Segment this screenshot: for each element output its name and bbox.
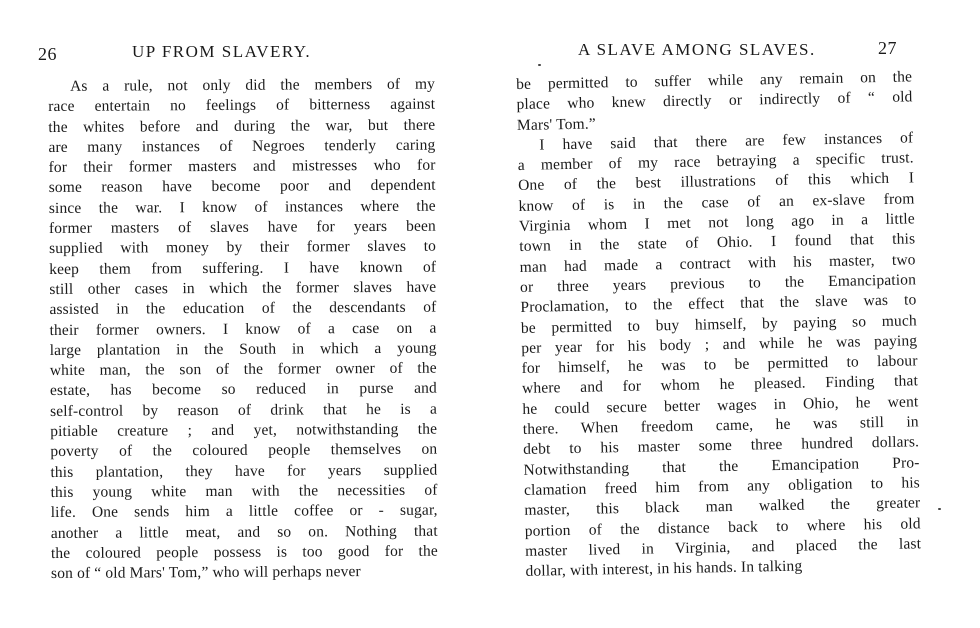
text-line: large plantation in the South in which a young [49,339,437,359]
right-page [490,0,980,628]
text-line: Mars' Tom.” [516,115,596,134]
text-line: some reason have become poor and dependent [48,177,436,197]
text-line: this plantation, they have for years supplied [50,461,438,481]
text-line: supplied with money by their former slaves to [48,238,437,258]
text-line: estate, has become so reduced in purse and [49,380,437,400]
text-line: for their former masters and mistresses who for [48,156,436,177]
text-line: race entertain no feelings of bitterness against [48,95,436,116]
text-line: son of “ old Mars' Tom,” who will perhaps never [50,563,361,583]
text-line: poverty of the coloured people themselves on [50,440,438,461]
text-line: where and for whom he pleased. Finding that [521,372,919,398]
text-line: life. One sends him a little coffee or - sugar, [50,501,438,522]
text-line: keep them from suffering. I have known of [49,258,437,278]
text-line: a member of my race betraying a specific trust. [517,149,914,175]
text-line: I have said that there are few instances of [539,129,914,154]
running-head-left: UP FROM SLAVERY. [132,42,312,61]
text-line: debt to his master some three hundred dollars. [523,433,920,459]
text-line: white man, the son of the former owner of the [49,359,437,380]
text-line: clamation freed him from any obligation to his [523,474,921,499]
text-line: master lived in Virginia, and placed the last [524,535,922,560]
text-line: there. When freedom came, he was still in [522,413,919,438]
text-line: the coloured people possess is too good for the [50,542,438,562]
right-page-text [516,67,922,582]
scan-speck [538,64,541,66]
text-line: former masters of slaves have for years been [48,217,436,238]
text-line: the whites before and during the war, but there [48,116,436,136]
text-line: pitiable creature ; and yet, notwithstanding the [50,420,438,441]
text-line: man had made a contract with his master, two [519,251,916,276]
text-line: know of is in the case of an ex-slave from [518,190,915,215]
text-line: this young white man with the necessities of [50,481,438,501]
text-line: Proclamation, to the effect that the slave was to [520,291,917,317]
text-line: assisted in the education of the descendants of [49,298,437,319]
text-line: still other cases in which the former slaves have [49,278,437,298]
text-line: are many instances of Negroes tenderly caring [48,136,436,156]
text-line: place who knew directly or indirectly of “ old [516,88,913,114]
scan-speck [938,508,941,510]
page-number-left: 26 [38,44,57,64]
text-line: for himself, he was to be permitted to labour [521,352,918,378]
text-line: be permitted to buy himself, by paying so much [520,311,917,337]
text-line: dollar, with interest, in his hands. In talking [525,557,803,581]
text-line: self-control by reason of drink that he is a [49,400,438,420]
text-line: their former owners. I know of a case on a [49,319,437,339]
text-line: Virginia whom I met not long ago in a little [518,210,916,236]
text-line: be permitted to suffer while any remain on the [516,68,913,93]
running-head-right: A SLAVE AMONG SLAVES. [578,40,816,59]
text-line: portion of the distance back to where his old [524,514,921,540]
text-line: Notwithstanding that the Emancipation Pro- [523,453,920,479]
text-line: another a little meat, and so on. Nothing that [50,522,438,542]
text-line: One of the best illustrations of this which I [517,169,915,195]
text-line: town in the state of Ohio. I found that this [519,230,916,256]
text-line: As a rule, not only did the members of my [70,75,436,95]
text-line: he could secure better wages in Ohio, he went [522,393,919,418]
page-number-right: 27 [878,38,897,58]
text-line: or three years previous to the Emancipation [519,271,917,296]
text-line: master, this black man walked the greater [524,494,921,520]
text-line: since the war. I know of instances where the [48,197,436,217]
left-page-text [48,75,438,585]
text-line: per year for his body ; and while he was paying [521,332,918,357]
